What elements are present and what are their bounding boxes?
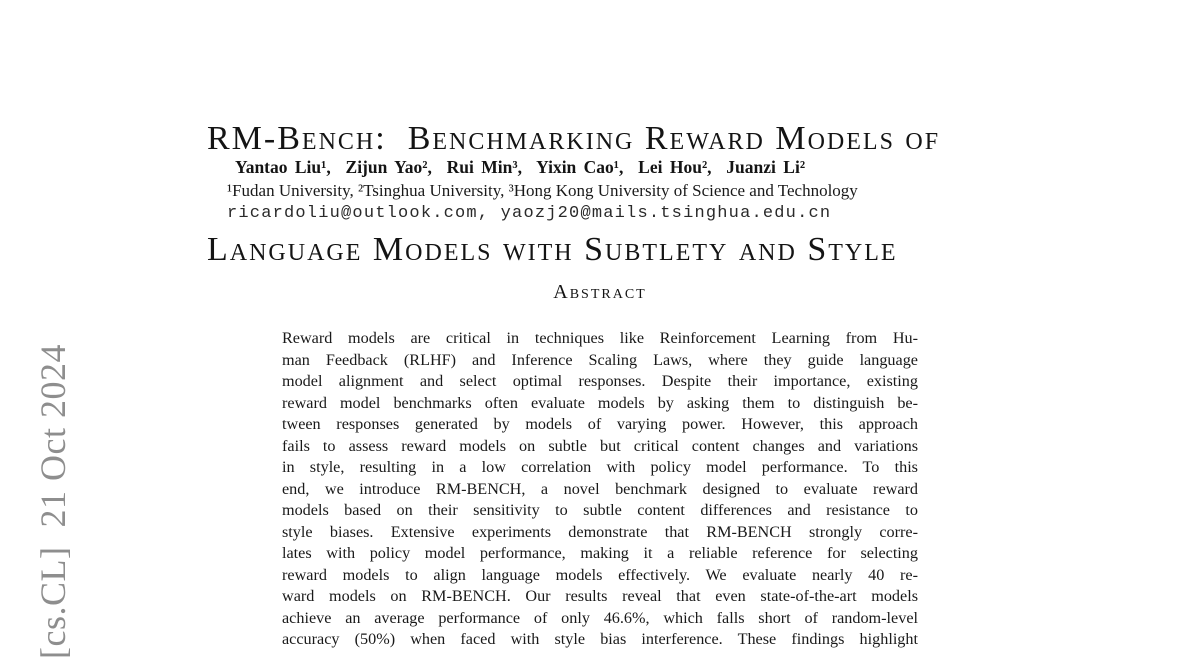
authors-line: Yantao Liu¹, Zijun Yao², Rui Min³, Yixin Cao¹, Lei Hou², Juanzi Li² <box>235 157 806 177</box>
abstract-line: Reward models are critical in techniques like Reinforcement Learning from Hu- <box>282 329 918 347</box>
author-block <box>227 155 858 226</box>
affiliations-line: ¹Fudan University, ²Tsinghua University, ³Hong Kong University of Science and Technology <box>227 181 858 200</box>
abstract-line: fails to assess reward models on subtle but critical content changes and variations <box>282 436 918 455</box>
abstract-line: accuracy (50%) when faced with style bias interference. These findings highlight <box>282 630 918 648</box>
paper-title-line1: RM-Bench: Benchmarking Reward Models of <box>207 120 941 157</box>
abstract-line: models based on their sensitivity to subtle content differences and resistance to <box>282 501 918 519</box>
abstract-line: reward models to align language models effectively. We evaluate nearly 40 re- <box>282 565 918 584</box>
abstract-line: reward model benchmarks often evaluate models by asking them to distinguish be- <box>282 393 918 412</box>
emails-line: ricardoliu@outlook.com, yaozj20@mails.tsinghua.edu.cn <box>227 204 832 223</box>
abstract-line: ward models on RM-BENCH. Our results reveal that even state-of-the-art models <box>282 587 918 605</box>
abstract-line: style biases. Extensive experiments demonstrate that RM-BENCH strongly corre- <box>282 522 918 541</box>
abstract-line: in style, resulting in a low correlation with policy model performance. To this <box>282 458 918 476</box>
paper-title-line2: Language Models with Subtlety and Style <box>207 231 898 268</box>
abstract-heading: Abstract <box>553 281 647 303</box>
abstract-line: lates with policy model performance, making it a reliable reference for selecting <box>282 544 918 562</box>
abstract-line: man Feedback (RLHF) and Inference Scaling Laws, where they guide language <box>282 350 918 369</box>
abstract-line: achieve an average performance of only 46.6%, which falls short of random-level <box>282 608 918 627</box>
abstract-line: end, we introduce RM-BENCH, a novel benchmark designed to evaluate reward <box>282 479 918 498</box>
arxiv-watermark: [cs.CL] 21 Oct 2024 <box>33 344 73 659</box>
abstract-line: model alignment and select optimal responses. Despite their importance, existing <box>282 372 918 390</box>
abstract-body <box>282 328 918 651</box>
abstract-line: tween responses generated by models of varying power. However, this approach <box>282 415 918 433</box>
